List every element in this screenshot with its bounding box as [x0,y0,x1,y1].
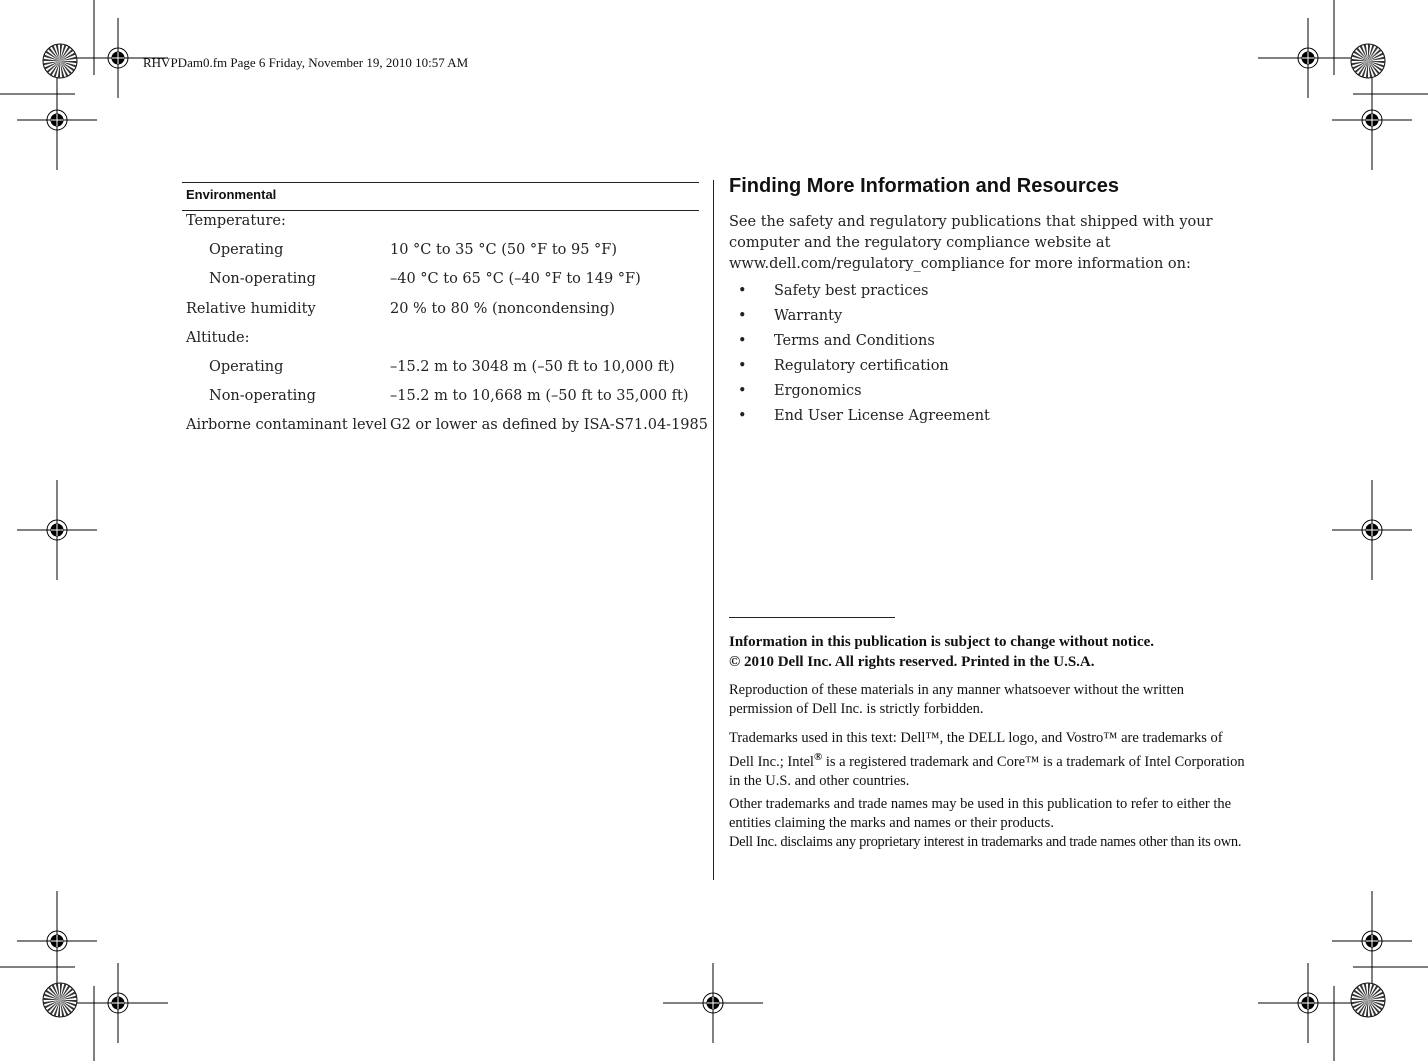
row-value: G2 or lower as defined by ISA-S71.04-1985 [390,417,708,433]
row-label: Non-operating [209,388,316,404]
bullet-icon: • [738,358,747,374]
registered-mark: ® [813,751,823,763]
starburst-icon-top-left [42,43,78,79]
trademarks-text: Trademarks used in this text: Dell™, the DELL logo, and Vostro™ are trademarks of Dell Inc.; Intel [729,730,1223,770]
table-header-label: Environmental [186,187,277,202]
bullet-icon: • [738,408,747,424]
registration-mark-bottom-right [1258,963,1362,1043]
trademarks-text-end: is a registered trademark and Core™ is a trademark of Intel Corporation in the U.S. and other countries. [729,753,1245,789]
legal-notice [729,632,1154,672]
registration-mark-bottom-center [663,963,767,1043]
list-item-text: End User License Agreement [774,408,990,424]
list-item-text: Ergonomics [774,383,862,399]
trademarks-notice [729,729,1249,791]
row-label: Operating [209,359,284,375]
row-value: –15.2 m to 3048 m (–50 ft to 10,000 ft) [390,359,675,375]
bullet-icon: • [738,283,747,299]
bullet-icon: • [738,333,747,349]
intro-text: See the safety and regulatory publications that shipped with your computer and the regulatory compliance website at [729,214,1213,251]
intro-text-end: for more information on: [1004,256,1191,272]
environmental-table [182,182,708,433]
registration-mark-bottom-left [68,963,172,1043]
starburst-icon-top-right [1350,43,1386,79]
bullet-icon: • [738,383,747,399]
registration-mark-right-upper [1332,70,1412,170]
document-slug: RHVPDam0.fm Page 6 Friday, November 19, 2010 10:57 AM [143,55,469,70]
change-notice: Information in this publication is subject to change without notice. [729,634,1155,650]
list-item-text: Regulatory certification [774,358,949,374]
row-label: Altitude: [186,330,250,346]
column-divider [713,180,714,880]
reproduction-notice: Reproduction of these materials in any manner whatsoever without the written permission of Dell Inc. is strictly forbidden. [729,682,1185,717]
registration-mark-left-upper [17,70,97,170]
registration-mark-right-middle [1332,480,1412,580]
row-value: –15.2 m to 10,668 m (–50 ft to 35,000 ft) [390,388,689,404]
other-trademarks-text: Other trademarks and trade names may be used in this publication to refer to either the entities claiming the marks and names or their products. [729,796,1232,831]
list-item-text: Safety best practices [774,283,929,299]
row-label: Airborne contaminant level [186,417,387,433]
row-label: Temperature: [186,213,286,229]
row-value: 20 % to 80 % (noncondensing) [390,301,615,317]
row-label: Non-operating [209,271,316,287]
footnote-rule [729,617,895,618]
row-value: –40 °C to 65 °C (–40 °F to 149 °F) [390,271,641,287]
starburst-icon-bottom-left [42,982,78,1018]
bullet-icon: • [738,308,747,324]
other-trademarks-notice [729,795,1249,852]
row-value: 10 °C to 35 °C (50 °F to 95 °F) [390,242,618,258]
disclaimer-text: Dell Inc. disclaims any proprietary interest in trademarks and trade names other than its own. [729,834,1242,850]
list-item-text: Warranty [774,308,843,324]
copyright-notice: © 2010 Dell Inc. All rights reserved. Printed in the U.S.A. [729,654,1095,670]
row-label: Relative humidity [186,301,316,317]
list-item-text: Terms and Conditions [774,333,935,349]
registration-mark-left-middle [17,480,97,580]
row-label: Operating [209,242,284,258]
starburst-icon-bottom-right [1350,982,1386,1018]
section-title: Finding More Information and Resources [729,175,1120,197]
intro-paragraph [729,212,1249,275]
compliance-url: www.dell.com/regulatory_compliance [729,256,1005,272]
table-header [182,182,699,211]
